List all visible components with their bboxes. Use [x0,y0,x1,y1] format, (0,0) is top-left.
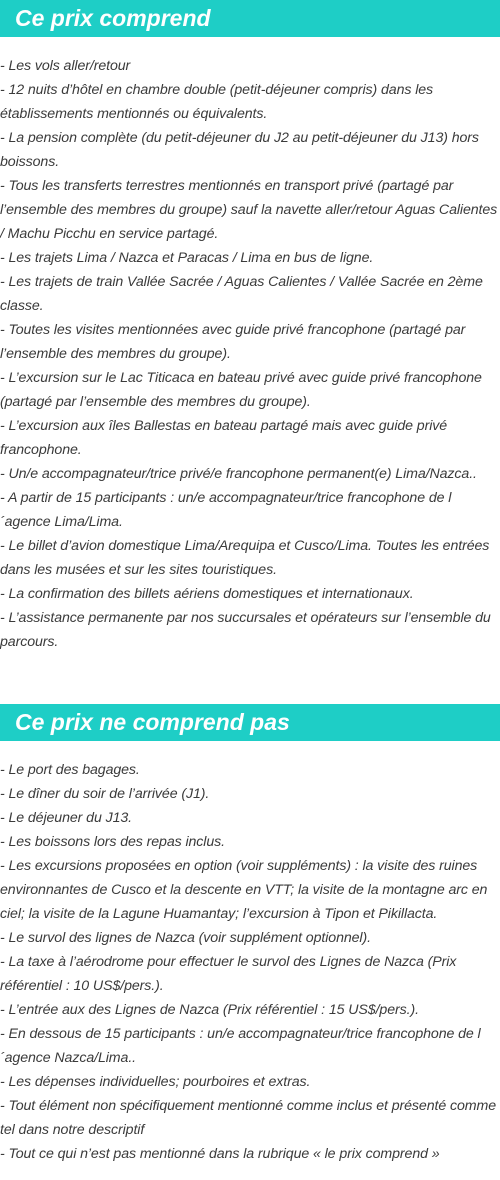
excludes-item: - Le déjeuner du J13. [0,810,132,826]
includes-item: - La confirmation des billets aériens domestiques et internationaux. [0,586,414,602]
excludes-item: - En dessous de 15 participants : un/e accompagnateur/trice francophone de l´agence Nazca/Lima.. [0,1026,481,1066]
excludes-item: - Le survol des lignes de Nazca (voir supplément optionnel). [0,930,371,946]
includes-item: - Les trajets de train Vallée Sacrée / Aguas Calientes / Vallée Sacrée en 2ème classe. [0,274,483,314]
excludes-item: - Les dépenses individuelles; pourboires et extras. [0,1074,311,1090]
excludes-item: - Tout ce qui n’est pas mentionné dans la rubrique « le prix comprend » [0,1146,440,1162]
excludes-section [0,704,500,1166]
excludes-header: Ce prix ne comprend pas [0,704,500,741]
includes-list [0,54,500,654]
excludes-item: - Le dîner du soir de l’arrivée (J1). [0,786,210,802]
excludes-item: - L’entrée aux des Lignes de Nazca (Prix référentiel : 15 US$/pers.). [0,1002,419,1018]
excludes-item: - Le port des bagages. [0,762,140,778]
excludes-list [0,758,500,1166]
includes-item: - L’excursion sur le Lac Titicaca en bateau privé avec guide privé francophone (partagé par l’ensemble des membres du groupe). [0,370,482,410]
includes-item: - Un/e accompagnateur/trice privé/e francophone permanent(e) Lima/Nazca.. [0,466,477,482]
includes-item: - L’assistance permanente par nos succursales et opérateurs sur l’ensemble du parcours. [0,610,491,650]
includes-item: - Le billet d’avion domestique Lima/Arequipa et Cusco/Lima. Toutes les entrées dans les musées et sur les sites touristiques. [0,538,490,578]
includes-item: - La pension complète (du petit-déjeuner du J2 au petit-déjeuner du J13) hors boissons. [0,130,479,170]
excludes-item: - La taxe à l’aérodrome pour effectuer le survol des Lignes de Nazca (Prix référentiel : 10 US$/pers.). [0,954,457,994]
includes-item: - A partir de 15 participants : un/e accompagnateur/trice francophone de l´agence Lima/Lima. [0,490,452,530]
excludes-item: - Tout élément non spécifiquement mentionné comme inclus et présenté comme tel dans notre descriptif [0,1098,496,1138]
excludes-item: - Les excursions proposées en option (voir suppléments) : la visite des ruines environnantes de Cusco et la descente en VTT; la visite de la montagne arc en ciel; la visite de la Lagune Huamantay; l’excursion à Tipon et Pikillacta. [0,858,488,922]
includes-item: - Tous les transferts terrestres mentionnés en transport privé (partagé par l’ensemble des membres du groupe) sauf la navette aller/retour Aguas Calientes / Machu Picchu en service partagé. [0,178,498,242]
includes-item: - Toutes les visites mentionnées avec guide privé francophone (partagé par l’ensemble des membres du groupe). [0,322,466,362]
includes-item: - 12 nuits d’hôtel en chambre double (petit-déjeuner compris) dans les établissements mentionnés ou équivalents. [0,82,434,122]
includes-item: - L’excursion aux îles Ballestas en bateau partagé mais avec guide privé francophone. [0,418,448,458]
excludes-item: - Les boissons lors des repas inclus. [0,834,225,850]
includes-header: Ce prix comprend [0,0,500,37]
includes-item: - Les trajets Lima / Nazca et Paracas / Lima en bus de ligne. [0,250,374,266]
includes-item: - Les vols aller/retour [0,58,131,74]
